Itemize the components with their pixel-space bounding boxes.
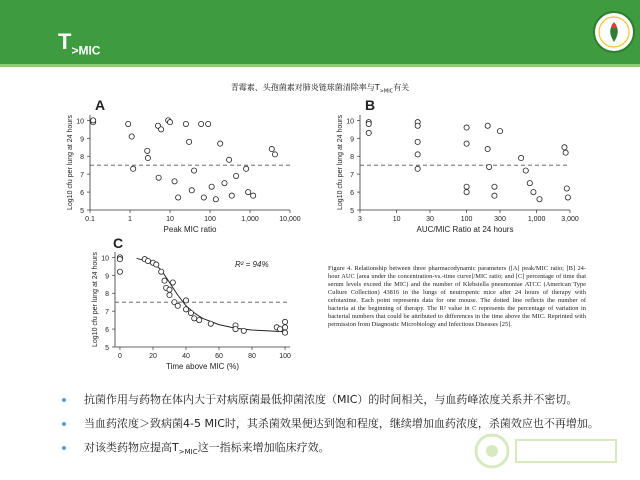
bullet-dot-icon (62, 446, 66, 450)
y-tick-label: 10 (346, 118, 354, 126)
data-point (183, 298, 188, 303)
x-tick-label: 10,000 (279, 216, 301, 223)
bullet-text: 当血药浓度＞致病菌4-5 MIC时，其杀菌效果便达到饱和程度，继续增加血药浓度，杀菌效应也不再增加。 (84, 417, 599, 430)
data-point (537, 197, 542, 202)
figure-caption: Figure 4. Relationship between three pharmacodynamic parameters ([A] peak/MIC ratio; [B] 24-hour AUC [area under the concentration-vs.-time curve]/MIC ratio; and [C] percentage of time that serum levels exceed the MIC) and the number of Klebsiella pneumoniae ATCC (American Type Culture Collection) 43816 in the lungs of neutropenic mice after 24 hours of therapy with cefotaxime. Each point represents data for one mouse. The dotted line reflects the number of bacteria at the beginning of therapy. The R² value in C represents the percentage of variation in bacterial numbers that could be attributed to differences in the time above the MIC. Reprinted with permission from Diagnostic Microbiology and Infectious Diseases [25]. (328, 265, 586, 328)
data-point (464, 141, 469, 146)
y-tick-label: 8 (350, 154, 354, 162)
data-point (241, 328, 246, 333)
data-point (170, 280, 175, 285)
data-point (117, 257, 122, 262)
data-point (492, 184, 497, 189)
y-tick-label: 10 (101, 255, 109, 263)
bullet-text-pre: 对该类药物应提高T (84, 441, 179, 454)
data-point (233, 326, 238, 331)
figure-title-tail: 有关 (393, 83, 410, 92)
data-point (492, 193, 497, 198)
data-point (563, 150, 568, 155)
data-point (154, 262, 159, 267)
data-point (234, 173, 239, 178)
y-tick-label: 10 (76, 118, 84, 126)
data-point (159, 127, 164, 132)
data-point (272, 152, 277, 157)
data-point (565, 195, 570, 200)
data-point (251, 193, 256, 198)
data-point (188, 310, 193, 315)
figure-title-sub: >MIC (379, 88, 394, 95)
x-tick-label: 100 (279, 353, 291, 360)
data-point (562, 145, 567, 150)
watermark-logo (470, 426, 630, 476)
data-point (159, 269, 164, 274)
data-point (487, 164, 492, 169)
data-point (366, 121, 371, 126)
data-point (197, 318, 202, 323)
data-point (176, 195, 181, 200)
data-point (415, 123, 420, 128)
x-tick-label: 1 (128, 216, 132, 223)
data-point (145, 258, 150, 263)
y-tick-label: 6 (105, 327, 109, 335)
x-tick-label: 10 (392, 216, 401, 223)
data-point (229, 193, 234, 198)
data-point (206, 121, 211, 126)
y-tick-label: 8 (80, 154, 84, 162)
data-point (415, 152, 420, 157)
data-point (366, 130, 371, 135)
bullet-item-1 (62, 391, 622, 415)
x-tick-label: 20 (149, 353, 157, 360)
x-tick-label: 10 (166, 216, 174, 223)
y-axis-label: Log10 cfu per lung at 24 hours (337, 115, 344, 210)
data-point (218, 141, 223, 146)
data-point (189, 188, 194, 193)
data-point (131, 166, 136, 171)
y-tick-label: 5 (105, 345, 109, 352)
x-tick-label: 30 (426, 216, 434, 223)
data-point (126, 121, 131, 126)
data-point (167, 292, 172, 297)
bullet-text: 抗菌作用与药物在体内大于对病原菌最低抑菌浓度（MIC）的时间相关，与血药峰浓度关系并不密切。 (84, 393, 578, 406)
data-point (527, 181, 532, 186)
x-tick-label: 1,000 (527, 216, 546, 223)
data-point (282, 330, 287, 335)
x-tick-label: 40 (182, 353, 190, 360)
data-point (523, 168, 528, 173)
data-point (183, 121, 188, 126)
data-point (415, 139, 420, 144)
y-tick-label: 8 (105, 291, 109, 299)
data-point (269, 146, 274, 151)
data-point (213, 197, 218, 202)
data-point (199, 121, 204, 126)
data-point (415, 166, 420, 171)
y-tick-label: 6 (80, 190, 84, 198)
data-point (129, 134, 134, 139)
x-tick-label: 0 (117, 353, 122, 360)
x-tick-label: 80 (248, 353, 256, 360)
y-tick-label: 9 (350, 136, 354, 144)
y-tick-label: 7 (350, 172, 354, 180)
data-point (167, 120, 172, 125)
panel-letter: A (94, 97, 106, 113)
y-tick-label: 9 (80, 136, 84, 144)
data-point (191, 168, 196, 173)
y-tick-label: 5 (80, 208, 84, 215)
data-point (145, 148, 150, 153)
slide-title-sub: >MIC (71, 43, 101, 58)
panel-letter: B (364, 97, 376, 113)
data-point (175, 303, 180, 308)
figure-title-main: 青霉素、头孢菌素对肺炎链球菌清除率与T (230, 83, 380, 92)
y-tick-label: 7 (105, 309, 109, 317)
data-point (518, 155, 523, 160)
data-point (564, 186, 569, 191)
data-point (464, 125, 469, 130)
data-point (246, 189, 251, 194)
data-point (145, 155, 150, 160)
data-point (209, 184, 214, 189)
data-point (186, 139, 191, 144)
panel-letter: C (112, 235, 124, 251)
data-point (208, 321, 213, 326)
x-tick-label: 300 (494, 216, 506, 223)
y-axis-label: Log10 cfu per lung at 24 hours (67, 115, 74, 210)
data-point (464, 189, 469, 194)
x-axis-label: Time above MIC (%) (165, 362, 240, 371)
x-axis-label: AUC/MIC Ratio at 24 hours (416, 225, 514, 234)
y-tick-label: 6 (350, 190, 354, 198)
data-point (183, 307, 188, 312)
data-point (531, 189, 536, 194)
x-tick-label: 60 (215, 353, 223, 360)
data-point (156, 175, 161, 180)
data-point (282, 319, 287, 324)
data-point (167, 287, 172, 292)
y-tick-label: 9 (105, 273, 109, 281)
data-point (91, 118, 96, 123)
data-point (464, 184, 469, 189)
x-tick-label: 1,000 (241, 216, 259, 223)
x-tick-label: 3,000 (561, 216, 579, 223)
y-tick-label: 5 (350, 208, 354, 215)
x-tick-label: 100 (460, 216, 473, 223)
data-point (282, 325, 287, 330)
slide-title-main: T (58, 29, 72, 54)
bullet-text-sub: >MIC (178, 448, 198, 457)
r-squared-label: R² = 94% (235, 260, 269, 269)
bullet-text-post: 这一指标来增加临床疗效。 (197, 441, 330, 454)
data-point (485, 146, 490, 151)
data-point (277, 326, 282, 331)
x-axis-label: Peak MIC ratio (163, 225, 217, 234)
bullet-dot-icon (62, 422, 66, 426)
data-point (244, 166, 249, 171)
bullet-dot-icon (62, 398, 66, 402)
y-tick-label: 7 (80, 172, 84, 180)
x-tick-label: 100 (204, 216, 216, 223)
data-point (201, 195, 206, 200)
data-point (162, 278, 167, 283)
data-point (497, 129, 502, 134)
data-point (192, 316, 197, 321)
data-point (117, 269, 122, 274)
y-axis-label: Log10 cfu per lung at 24 hours (92, 252, 99, 347)
data-point (226, 157, 231, 162)
data-point (222, 181, 227, 186)
data-point (172, 179, 177, 184)
x-tick-label: 3 (358, 216, 362, 223)
x-tick-label: 0.1 (85, 216, 95, 223)
data-point (485, 123, 490, 128)
